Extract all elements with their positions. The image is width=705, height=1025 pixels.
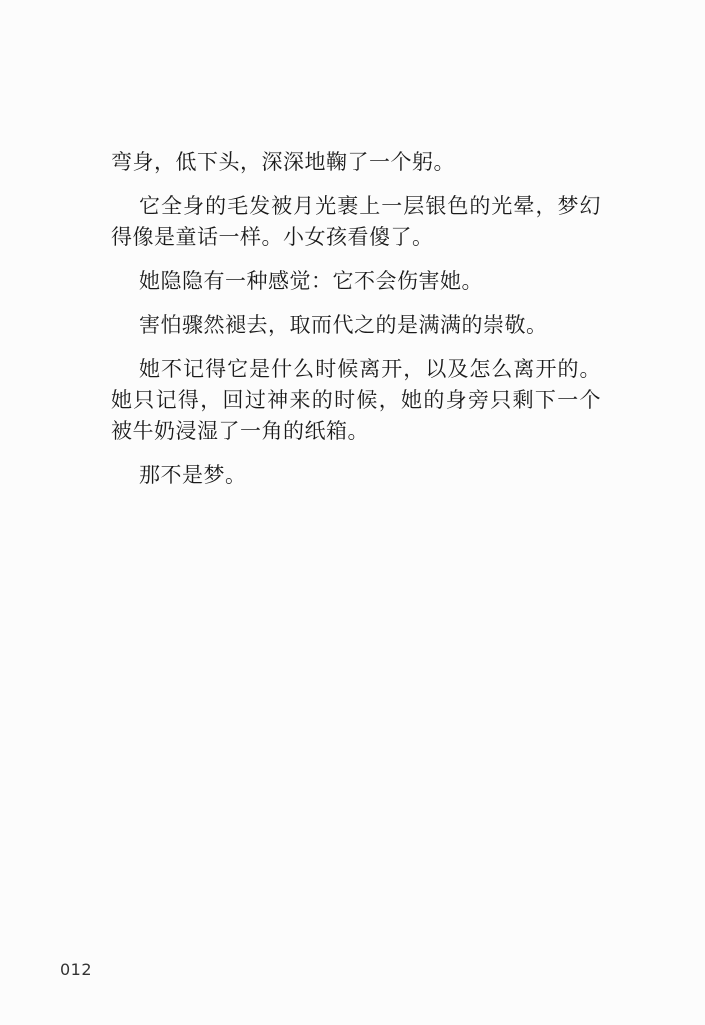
- paragraph: 那不是梦。: [139, 463, 247, 487]
- paragraph: 她不记得它是什么时候离开，以及怎么离开的。她只记得，回过神来的时候，她的身旁只剩下一个被牛奶浸湿了一角的纸箱。: [111, 357, 601, 443]
- page-number: 012: [60, 960, 93, 979]
- paragraph: 她隐隐有一种感觉：它不会伤害她。: [139, 269, 483, 293]
- paragraph: 害怕骤然褪去，取而代之的是满满的崇敬。: [139, 313, 548, 337]
- body-text: [111, 147, 601, 504]
- paragraph: 它全身的毛发被月光裹上一层银色的光晕，梦幻得像是童话一样。小女孩看傻了。: [111, 194, 601, 249]
- paragraph-continuation: 弯身，低下头，深深地鞠了一个躬。: [111, 150, 455, 174]
